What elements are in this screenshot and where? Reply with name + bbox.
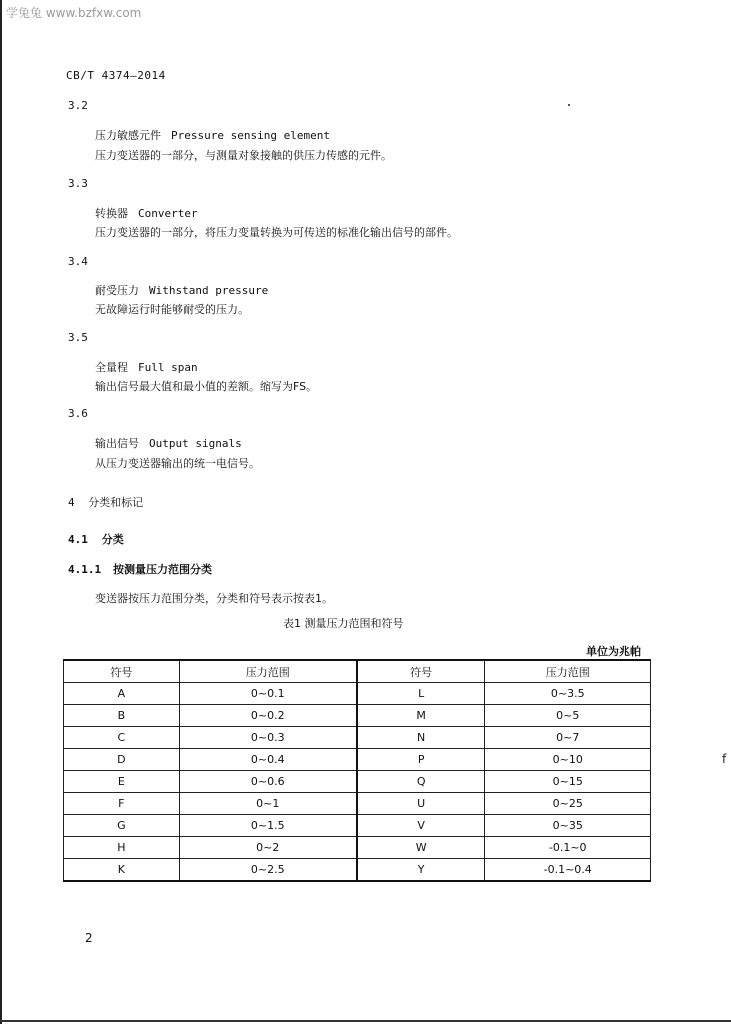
table-row [64, 793, 651, 815]
table-row [64, 771, 651, 793]
table-header-cell: 符号 [64, 660, 180, 683]
term-en: Full span [138, 361, 198, 374]
section-number: 4.1 [68, 533, 88, 546]
table-cell: V [357, 815, 485, 837]
table-cell: E [64, 771, 180, 793]
term-zh: 压力敏感元件 [95, 129, 161, 142]
scan-speck [568, 104, 570, 106]
table-cell: G [64, 815, 180, 837]
section-4-heading [68, 494, 143, 510]
table-cell: C [64, 727, 180, 749]
table-cell: K [64, 859, 180, 882]
table-cell: U [357, 793, 485, 815]
table-cell: 0~3.5 [485, 683, 651, 705]
term-en: Pressure sensing element [171, 129, 330, 142]
paragraph: 变送器按压力范围分类，分类和符号表示按表1。 [95, 592, 333, 605]
margin-mark: f [722, 752, 727, 766]
table-header-cell: 压力范围 [485, 660, 651, 683]
pressure-range-table [63, 659, 651, 882]
table-cell: 0~10 [485, 749, 651, 771]
term-zh: 全量程 [95, 361, 128, 374]
term-title [95, 435, 242, 451]
term-number: 3.3 [68, 177, 88, 190]
table-row [64, 837, 651, 859]
table-row [64, 727, 651, 749]
page-number: 2 [85, 931, 93, 945]
term-definition: 压力变送器的一部分，与测量对象接触的供压力传感的元件。 [95, 149, 392, 162]
table-cell: A [64, 683, 180, 705]
table-unit: 单位为兆帕 [586, 645, 641, 658]
table-cell: 0~0.1 [179, 683, 357, 705]
table-header-cell: 符号 [357, 660, 485, 683]
table-cell: F [64, 793, 180, 815]
standard-number: CB/T 4374—2014 [66, 69, 166, 82]
term-definition: 压力变送器的一部分，将压力变量转换为可传送的标准化输出信号的部件。 [95, 226, 458, 239]
section-number: 4 [68, 496, 75, 509]
table-cell: M [357, 705, 485, 727]
term-en: Output signals [149, 437, 242, 450]
table-cell: 0~25 [485, 793, 651, 815]
table-caption: 表1 测量压力范围和符号 [283, 617, 404, 630]
term-zh: 输出信号 [95, 437, 139, 450]
watermark: 学兔兔 www.bzfxw.com [6, 6, 142, 20]
table-row [64, 859, 651, 882]
term-definition: 从压力变送器输出的统一电信号。 [95, 457, 260, 470]
table-cell: Q [357, 771, 485, 793]
table-cell: L [357, 683, 485, 705]
table-header-row [64, 660, 651, 683]
section-4-1-heading [68, 531, 124, 547]
table-cell: 0~7 [485, 727, 651, 749]
table-cell: H [64, 837, 180, 859]
table-cell: 0~1.5 [179, 815, 357, 837]
table-cell: N [357, 727, 485, 749]
term-title [95, 359, 198, 375]
section-title: 按测量压力范围分类 [112, 563, 212, 576]
table-cell: 0~15 [485, 771, 651, 793]
term-title [95, 205, 198, 221]
term-zh: 转换器 [95, 207, 128, 220]
term-definition: 无故障运行时能够耐受的压力。 [95, 303, 249, 316]
term-title [95, 282, 268, 298]
scan-left-border [0, 0, 2, 1024]
table-cell: 0~2 [179, 837, 357, 859]
table-cell: 0~0.4 [179, 749, 357, 771]
table-row [64, 749, 651, 771]
term-definition: 输出信号最大值和最小值的差额。缩写为FS。 [95, 380, 318, 393]
section-title: 分类 [101, 533, 124, 546]
table-row [64, 705, 651, 727]
table-cell: 0~0.2 [179, 705, 357, 727]
table-cell: P [357, 749, 485, 771]
section-4-1-1-heading [68, 561, 212, 577]
term-zh: 耐受压力 [95, 284, 139, 297]
table-cell: -0.1~0.4 [485, 859, 651, 882]
table-cell: W [357, 837, 485, 859]
term-number: 3.5 [68, 331, 88, 344]
section-number: 4.1.1 [68, 563, 102, 576]
term-number: 3.4 [68, 255, 88, 268]
table-cell: 0~1 [179, 793, 357, 815]
table-header-cell: 压力范围 [179, 660, 357, 683]
table-cell: -0.1~0 [485, 837, 651, 859]
term-en: Withstand pressure [149, 284, 269, 297]
table-cell: D [64, 749, 180, 771]
term-en: Converter [138, 207, 198, 220]
table-row [64, 815, 651, 837]
term-title [95, 127, 330, 143]
table-cell: 0~35 [485, 815, 651, 837]
term-number: 3.6 [68, 407, 88, 420]
table-cell: Y [357, 859, 485, 882]
table-row [64, 683, 651, 705]
table-cell: 0~2.5 [179, 859, 357, 882]
section-title: 分类和标记 [88, 496, 144, 509]
table-cell: B [64, 705, 180, 727]
table-cell: 0~5 [485, 705, 651, 727]
table-cell: 0~0.6 [179, 771, 357, 793]
table-cell: 0~0.3 [179, 727, 357, 749]
term-number: 3.2 [68, 99, 88, 112]
scan-bottom-border [0, 1020, 731, 1022]
